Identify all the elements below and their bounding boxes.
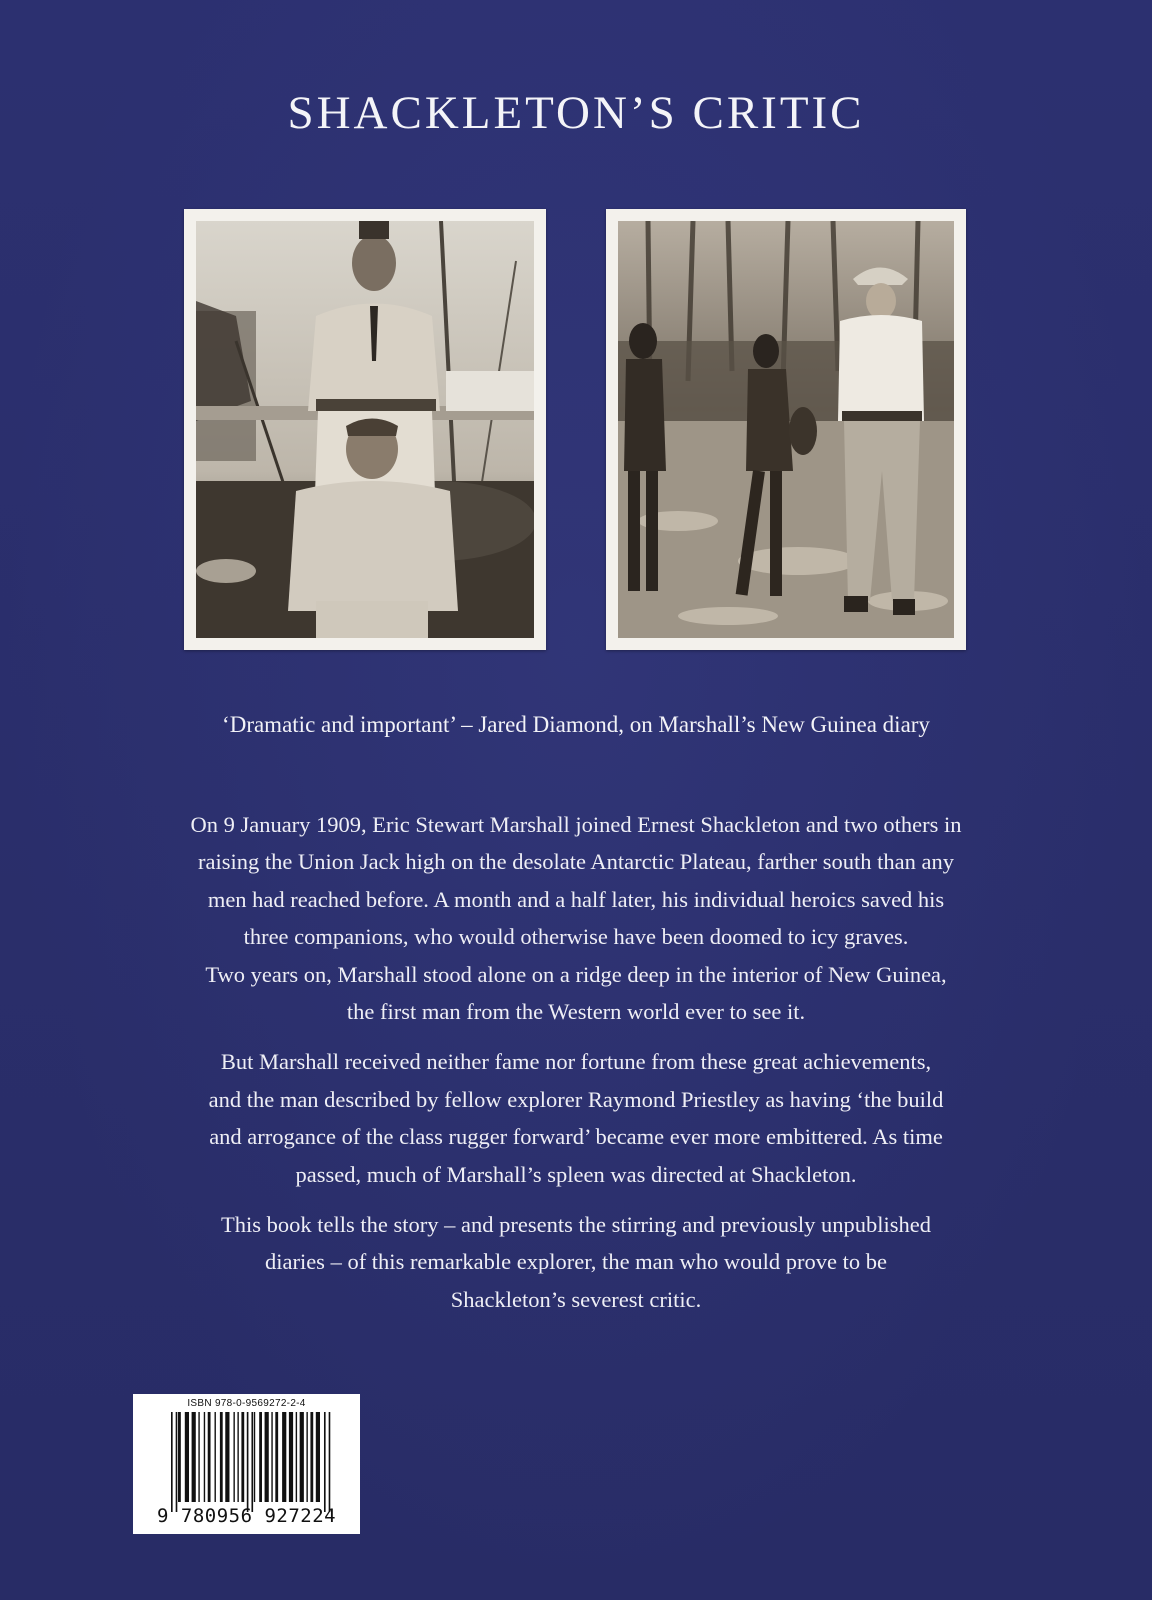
blurb-paragraph-2 [120, 1043, 1032, 1193]
ean-digits: 9 780956 927224 [157, 1505, 337, 1527]
barcode-bars [171, 1412, 331, 1512]
photo-new-guinea-image [618, 221, 954, 638]
blurb-line: passed, much of Marshall’s spleen was directed at Shackleton. [295, 1161, 857, 1187]
blurb-line: Two years on, Marshall stood alone on a ridge deep in the interior of New Guinea, [205, 961, 947, 987]
book-title: SHACKLETON’S CRITIC [287, 87, 865, 139]
blurb-line: diaries – of this remarkable explorer, the man who would prove to be [264, 1249, 888, 1275]
blurb-paragraph-3 [120, 1206, 1032, 1318]
blurb-line: and arrogance of the class rugger forward’ became ever more embittered. As time [209, 1124, 943, 1150]
blurb-line: and the man described by fellow explorer Raymond Priestley as having ‘the build [208, 1086, 944, 1112]
blurb-line: But Marshall received neither fame nor fortune from these great achievements, [220, 1049, 932, 1075]
isbn-barcode [133, 1394, 360, 1534]
blurb-line: three companions, who would otherwise have been doomed to icy graves. [243, 924, 909, 950]
photo-two-men-on-ship-image [196, 221, 534, 638]
review-quote: ‘Dramatic and important’ – Jared Diamond, on Marshall’s New Guinea diary [222, 712, 930, 737]
blurb-line: This book tells the story – and presents the stirring and previously unpublished [221, 1212, 931, 1238]
blurb-paragraph-1 [120, 806, 1032, 1030]
isbn-label: ISBN 978-0-9569272-2-4 [187, 1398, 306, 1409]
blurb-line: men had reached before. A month and a half later, his individual heroics saved his [207, 886, 945, 912]
blurb-line: Shackleton’s severest critic. [450, 1286, 702, 1312]
blurb-line: the first man from the Western world ever to see it. [346, 999, 806, 1025]
photo-two-men-on-ship [184, 209, 546, 650]
book-blurb [120, 806, 1032, 1331]
blurb-line: On 9 January 1909, Eric Stewart Marshall joined Ernest Shackleton and two others in [190, 812, 962, 837]
blurb-line: raising the Union Jack high on the desolate Antarctic Plateau, farther south than any [197, 849, 955, 875]
photo-new-guinea [606, 209, 966, 650]
